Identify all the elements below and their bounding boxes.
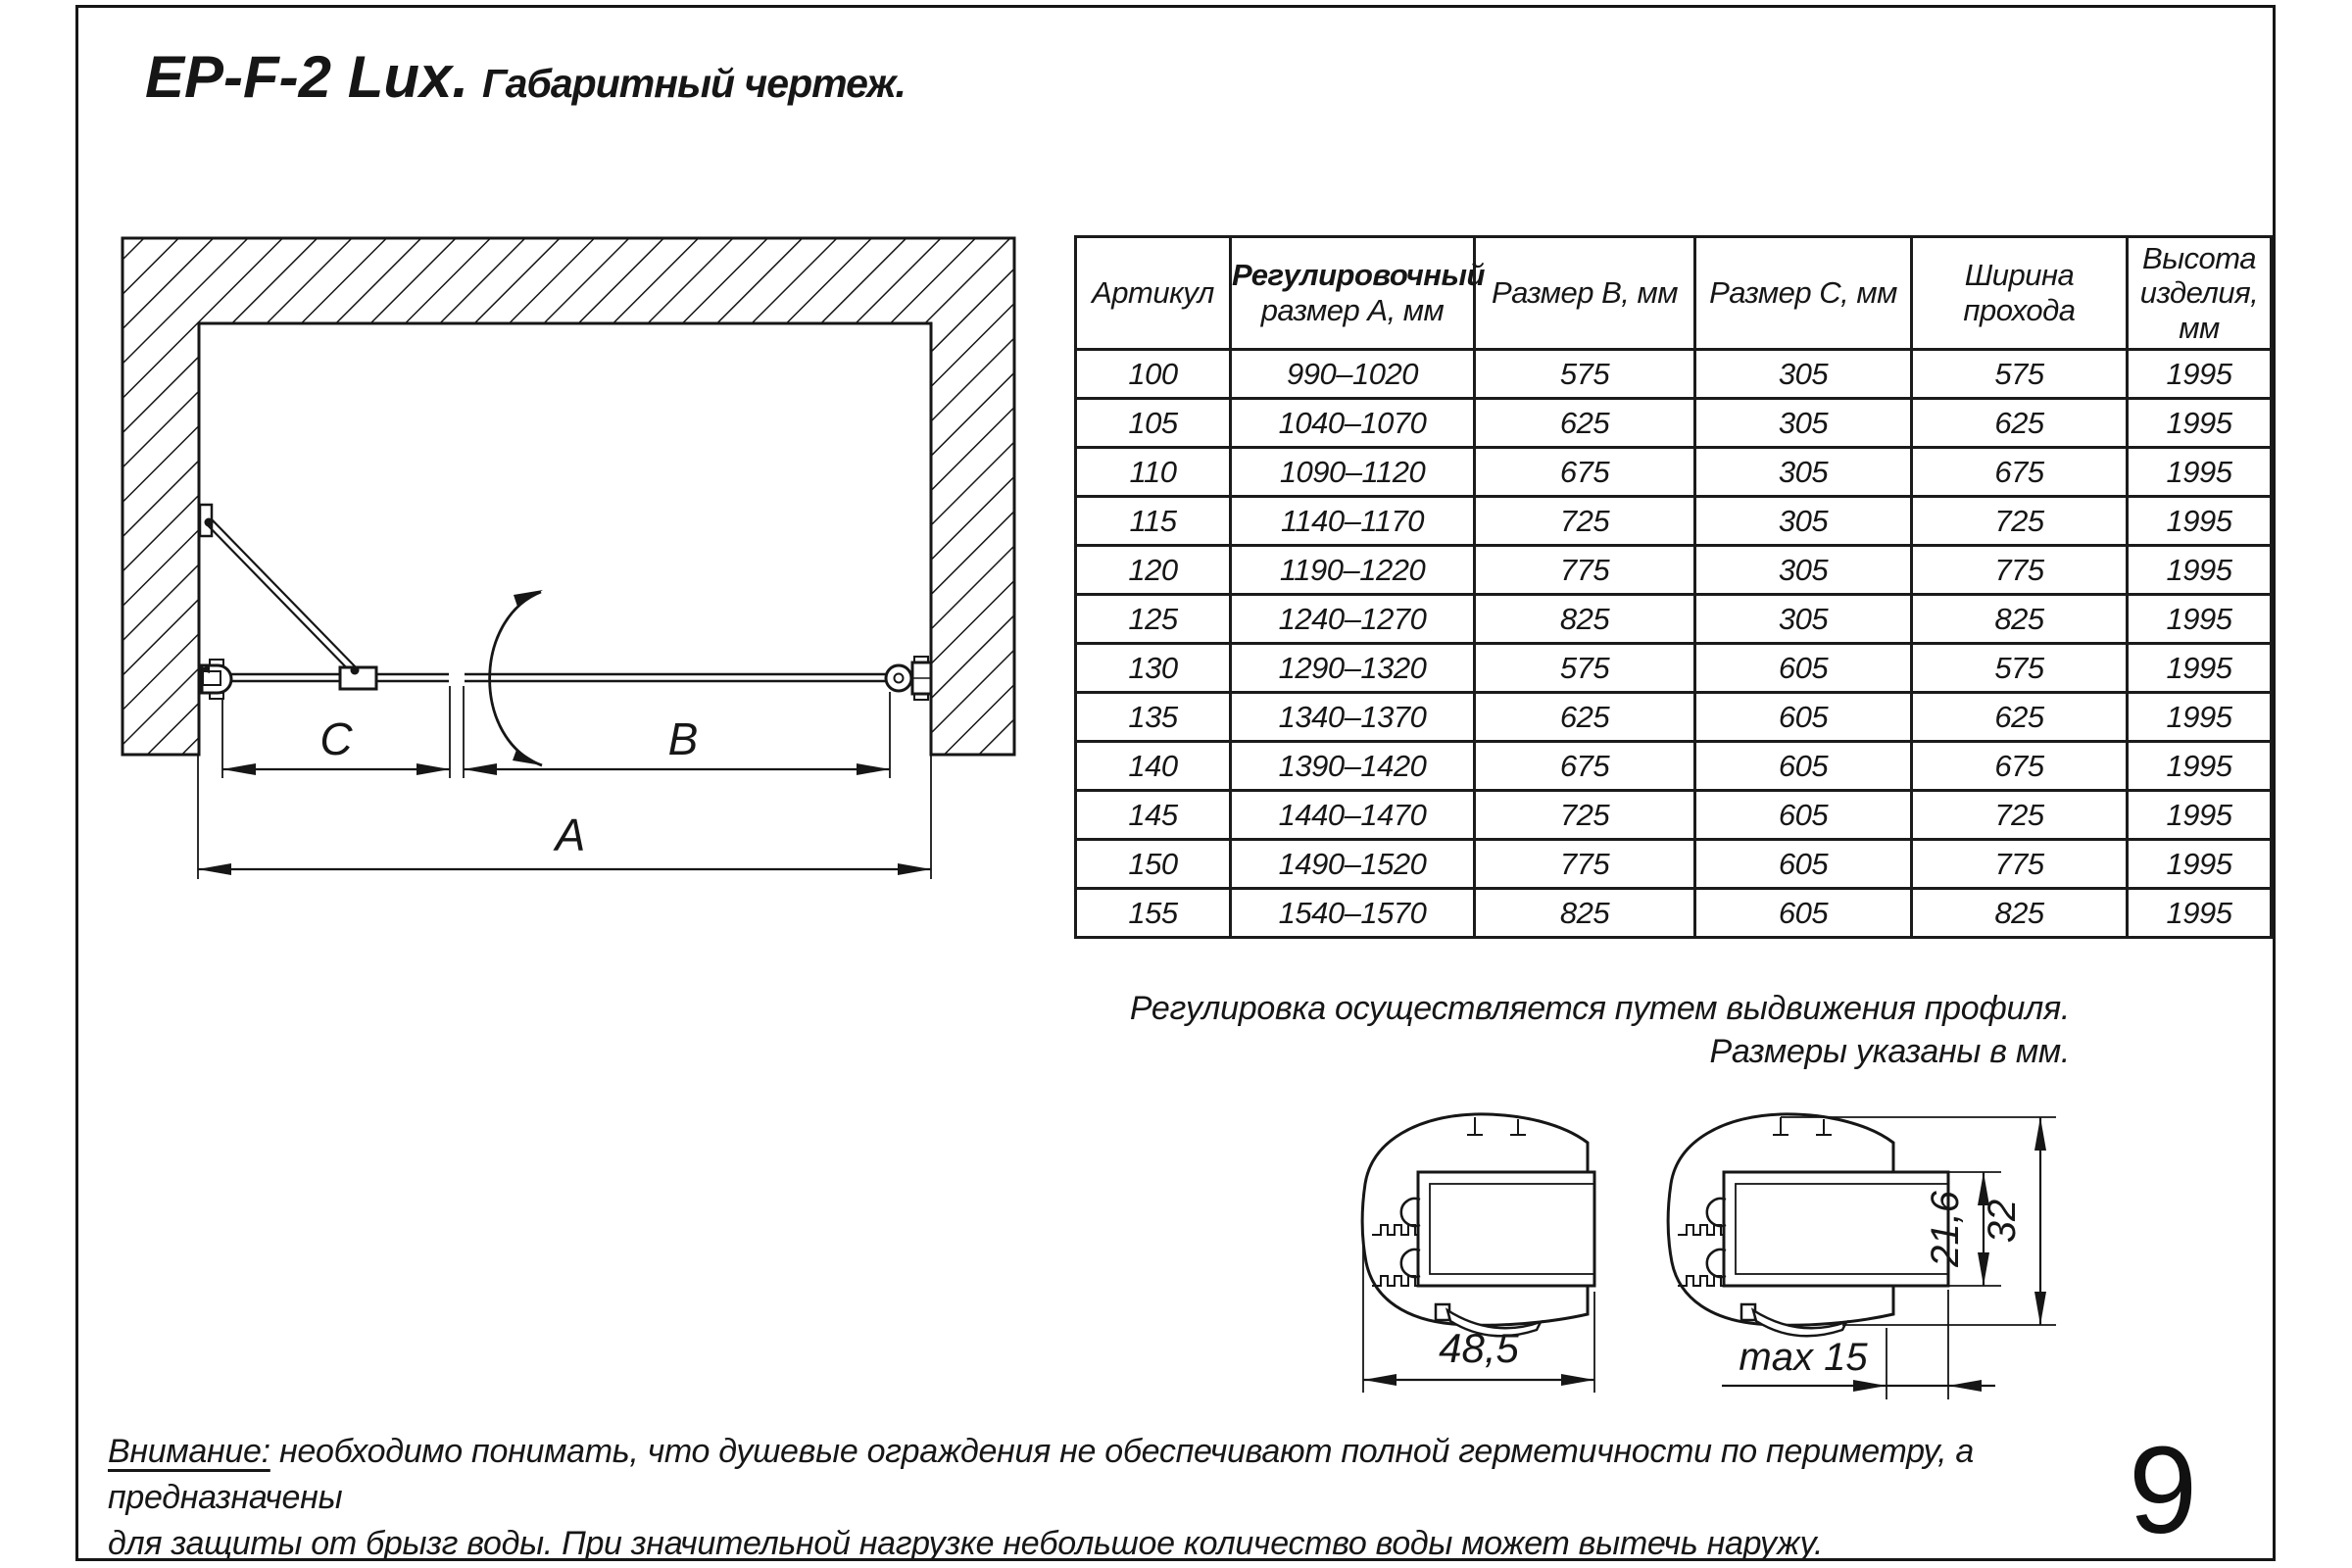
cell-pass-width: 825 bbox=[1912, 595, 2128, 644]
cell-size-c: 305 bbox=[1695, 595, 1912, 644]
table-row bbox=[1076, 497, 2272, 546]
cell-pass-width: 775 bbox=[1912, 840, 2128, 889]
cell-height: 1995 bbox=[2128, 791, 2272, 840]
profile-section-extended bbox=[1668, 1114, 1948, 1336]
right-wall-bracket bbox=[886, 657, 931, 700]
col-pass-width: Ширина прохода bbox=[1912, 237, 2128, 350]
cell-article: 120 bbox=[1076, 546, 1231, 595]
cell-size-b: 575 bbox=[1475, 350, 1695, 399]
cell-height: 1995 bbox=[2128, 595, 2272, 644]
cell-article: 145 bbox=[1076, 791, 1231, 840]
warning-label: Внимание: bbox=[108, 1433, 270, 1470]
cell-size-b: 675 bbox=[1475, 448, 1695, 497]
table-row bbox=[1076, 840, 2272, 889]
cell-height: 1995 bbox=[2128, 840, 2272, 889]
page-title bbox=[145, 43, 906, 111]
cell-size-b: 625 bbox=[1475, 399, 1695, 448]
table-row bbox=[1076, 791, 2272, 840]
cell-pass-width: 675 bbox=[1912, 742, 2128, 791]
table-row bbox=[1076, 742, 2272, 791]
dim-label-a: A bbox=[555, 809, 586, 860]
cell-size-b: 775 bbox=[1475, 840, 1695, 889]
profile-section-closed bbox=[1362, 1114, 1594, 1336]
dim-label-c: C bbox=[319, 713, 353, 764]
cell-pass-width: 825 bbox=[1912, 889, 2128, 938]
cell-size-a: 1440–1470 bbox=[1231, 791, 1475, 840]
cell-height: 1995 bbox=[2128, 448, 2272, 497]
cell-article: 100 bbox=[1076, 350, 1231, 399]
table-header-row bbox=[1076, 237, 2272, 350]
col-article: Артикул bbox=[1076, 237, 1231, 350]
table-row bbox=[1076, 448, 2272, 497]
cell-size-b: 575 bbox=[1475, 644, 1695, 693]
cell-size-c: 305 bbox=[1695, 546, 1912, 595]
cell-article: 155 bbox=[1076, 889, 1231, 938]
cell-pass-width: 575 bbox=[1912, 350, 2128, 399]
table-row bbox=[1076, 546, 2272, 595]
cell-size-c: 605 bbox=[1695, 693, 1912, 742]
glass-panels bbox=[228, 674, 886, 681]
col-size-a: Регулировочный размер А, мм bbox=[1231, 237, 1475, 350]
cell-size-a: 1140–1170 bbox=[1231, 497, 1475, 546]
cell-pass-width: 725 bbox=[1912, 497, 2128, 546]
cell-size-b: 725 bbox=[1475, 497, 1695, 546]
cell-size-c: 605 bbox=[1695, 791, 1912, 840]
col-size-c: Размер С, мм bbox=[1695, 237, 1912, 350]
cell-size-a: 1240–1270 bbox=[1231, 595, 1475, 644]
cell-pass-width: 775 bbox=[1912, 546, 2128, 595]
cell-pass-width: 625 bbox=[1912, 399, 2128, 448]
warning-line-1: Внимание: необходимо понимать, что душевые ограждения не обеспечивают полной герметичности по периметру, а предназначены bbox=[108, 1433, 1974, 1516]
page-number: 9 bbox=[2129, 1421, 2198, 1559]
cell-size-b: 725 bbox=[1475, 791, 1695, 840]
cell-size-c: 305 bbox=[1695, 350, 1912, 399]
profile-sections bbox=[1313, 1078, 2097, 1411]
table-row bbox=[1076, 350, 2272, 399]
cell-height: 1995 bbox=[2128, 399, 2272, 448]
cell-size-b: 825 bbox=[1475, 889, 1695, 938]
cell-size-a: 1490–1520 bbox=[1231, 840, 1475, 889]
cell-size-c: 605 bbox=[1695, 644, 1912, 693]
cell-size-c: 605 bbox=[1695, 840, 1912, 889]
cell-article: 125 bbox=[1076, 595, 1231, 644]
col-size-b: Размер В, мм bbox=[1475, 237, 1695, 350]
cell-height: 1995 bbox=[2128, 742, 2272, 791]
dimension-labels bbox=[319, 713, 698, 860]
cell-height: 1995 bbox=[2128, 693, 2272, 742]
cell-size-c: 305 bbox=[1695, 399, 1912, 448]
cell-size-c: 605 bbox=[1695, 742, 1912, 791]
cell-article: 150 bbox=[1076, 840, 1231, 889]
cell-size-b: 775 bbox=[1475, 546, 1695, 595]
cell-size-b: 625 bbox=[1475, 693, 1695, 742]
col-height: Высота изделия, мм bbox=[2128, 237, 2272, 350]
warning-line-2: для защиты от брызг воды. При значительной нагрузке небольшое количество воды может вытечь наружу. bbox=[108, 1524, 1824, 1562]
cell-size-b: 825 bbox=[1475, 595, 1695, 644]
cell-size-a: 1340–1370 bbox=[1231, 693, 1475, 742]
dim-label-32: 32 bbox=[1981, 1199, 2024, 1244]
cell-size-a: 1090–1120 bbox=[1231, 448, 1475, 497]
dim-label-b: B bbox=[667, 713, 699, 764]
cell-size-a: 990–1020 bbox=[1231, 350, 1475, 399]
cell-height: 1995 bbox=[2128, 644, 2272, 693]
door-swing-arrow bbox=[490, 590, 543, 765]
cell-article: 140 bbox=[1076, 742, 1231, 791]
cell-size-a: 1290–1320 bbox=[1231, 644, 1475, 693]
table-row bbox=[1076, 399, 2272, 448]
cell-article: 135 bbox=[1076, 693, 1231, 742]
cell-size-c: 605 bbox=[1695, 889, 1912, 938]
cell-size-a: 1190–1220 bbox=[1231, 546, 1475, 595]
cell-height: 1995 bbox=[2128, 889, 2272, 938]
cell-article: 110 bbox=[1076, 448, 1231, 497]
cell-article: 115 bbox=[1076, 497, 1231, 546]
cell-pass-width: 725 bbox=[1912, 791, 2128, 840]
page-subtitle: Габаритный чертеж. bbox=[482, 61, 906, 106]
table-row bbox=[1076, 595, 2272, 644]
cell-article: 105 bbox=[1076, 399, 1231, 448]
cell-pass-width: 675 bbox=[1912, 448, 2128, 497]
left-wall-bracket bbox=[198, 660, 231, 699]
cell-size-b: 675 bbox=[1475, 742, 1695, 791]
cell-height: 1995 bbox=[2128, 546, 2272, 595]
cell-height: 1995 bbox=[2128, 350, 2272, 399]
cell-size-a: 1040–1070 bbox=[1231, 399, 1475, 448]
dim-label-48-5: 48,5 bbox=[1439, 1325, 1519, 1371]
dim-label-max15: max 15 bbox=[1739, 1336, 1868, 1379]
cell-size-c: 305 bbox=[1695, 448, 1912, 497]
table-row bbox=[1076, 889, 2272, 938]
dimensions-table bbox=[1074, 235, 2273, 939]
cell-size-a: 1390–1420 bbox=[1231, 742, 1475, 791]
cell-size-a: 1540–1570 bbox=[1231, 889, 1475, 938]
dimensional-drawing bbox=[98, 216, 1058, 902]
adjustment-caption: Регулировка осуществляется путем выдвижения профиля. bbox=[1129, 990, 2070, 1027]
table-row bbox=[1076, 693, 2272, 742]
cell-pass-width: 575 bbox=[1912, 644, 2128, 693]
dim-label-21-6: 21,6 bbox=[1924, 1191, 1967, 1267]
cell-height: 1995 bbox=[2128, 497, 2272, 546]
cell-article: 130 bbox=[1076, 644, 1231, 693]
support-strut bbox=[200, 505, 376, 689]
model-name: EP-F-2 Lux. bbox=[145, 44, 469, 110]
cell-size-c: 305 bbox=[1695, 497, 1912, 546]
table-row bbox=[1076, 644, 2272, 693]
warning-note bbox=[108, 1429, 2068, 1567]
units-caption: Размеры указаны в мм. bbox=[1709, 1033, 2070, 1070]
cell-pass-width: 625 bbox=[1912, 693, 2128, 742]
wall-section bbox=[122, 238, 1014, 755]
